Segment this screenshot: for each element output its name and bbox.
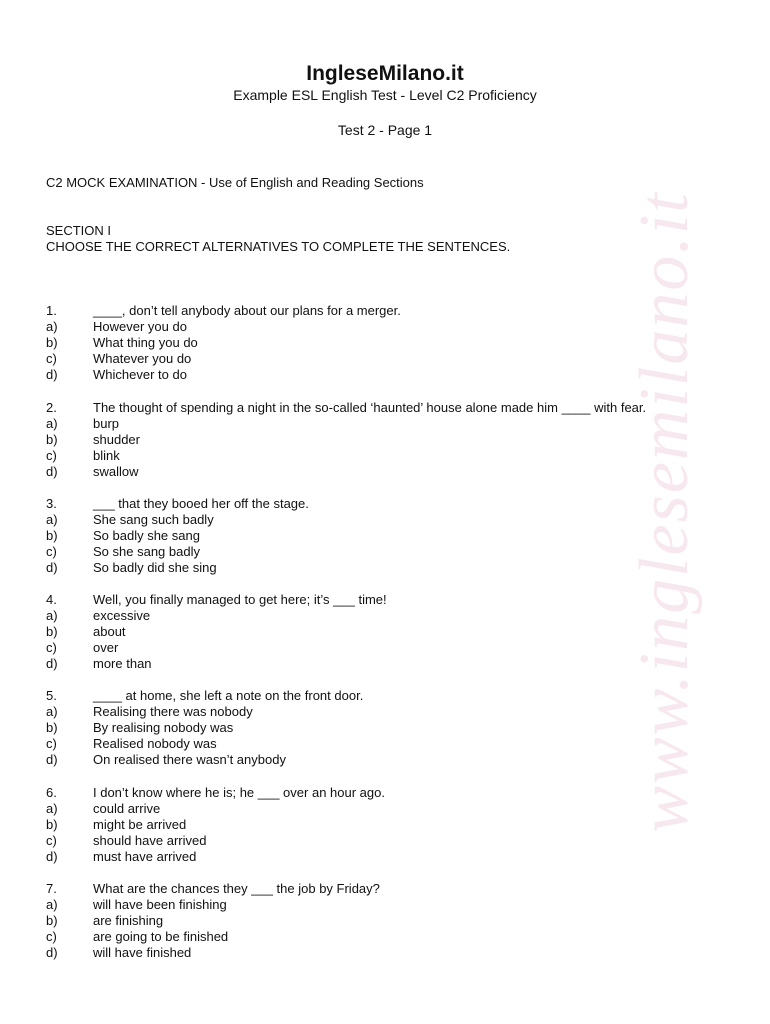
answer-option: [0, 736, 740, 752]
answer-option: [0, 913, 740, 929]
answer-option: [0, 720, 740, 736]
option-letter: d): [46, 656, 58, 671]
answer-option: [0, 351, 740, 367]
option-letter: c): [46, 833, 57, 848]
question-stem: [0, 785, 740, 801]
question-7: [0, 881, 740, 961]
option-text: Whichever to do: [93, 367, 187, 382]
option-text: burp: [93, 416, 120, 431]
option-text: However you do: [93, 319, 187, 334]
answer-option: [0, 335, 740, 351]
option-letter: c): [46, 448, 57, 463]
option-text: excessive: [93, 608, 151, 623]
answer-option: [0, 319, 740, 335]
watermark: www.inglesemilano.it: [626, 191, 703, 833]
option-text: So she sang badly: [93, 544, 200, 559]
option-text: will have finished: [93, 945, 192, 960]
option-letter: a): [46, 319, 58, 334]
question-text: I don’t know where he is; he ___ over an hour ago.: [93, 785, 385, 800]
option-letter: a): [46, 512, 58, 527]
option-letter: b): [46, 335, 58, 350]
section-instruction: CHOOSE THE CORRECT ALTERNATIVES TO COMPLETE THE SENTENCES.: [46, 239, 511, 254]
option-text: Realising there was nobody: [93, 704, 253, 719]
question-number: 7.: [46, 881, 57, 896]
question-number: 1.: [46, 303, 57, 318]
answer-option: [0, 752, 740, 768]
option-text: will have been finishing: [93, 897, 227, 912]
question-1: [0, 303, 740, 383]
question-stem: [0, 881, 740, 897]
question-text: The thought of spending a night in the so-called ‘haunted’ house alone made him ____ with fear.: [93, 400, 647, 415]
test-page-label: Test 2 - Page 1: [337, 122, 433, 138]
answer-option: [0, 544, 740, 560]
option-letter: b): [46, 720, 58, 735]
option-letter: b): [46, 432, 58, 447]
question-2: [0, 400, 740, 480]
answer-option: [0, 464, 740, 480]
question-stem: [0, 496, 740, 512]
option-letter: b): [46, 528, 58, 543]
option-text: blink: [93, 448, 120, 463]
option-letter: d): [46, 367, 58, 382]
answer-option: [0, 704, 740, 720]
question-stem: [0, 400, 740, 416]
answer-option: [0, 528, 740, 544]
answer-option: [0, 432, 740, 448]
option-text: should have arrived: [93, 833, 207, 848]
option-text: Realised nobody was: [93, 736, 217, 751]
question-number: 4.: [46, 592, 57, 607]
option-letter: c): [46, 929, 57, 944]
option-letter: c): [46, 351, 57, 366]
option-text: She sang such badly: [93, 512, 214, 527]
answer-option: [0, 849, 740, 865]
question-text: What are the chances they ___ the job by Friday?: [93, 881, 380, 896]
option-text: So badly she sang: [93, 528, 200, 543]
question-5: [0, 688, 740, 768]
question-number: 2.: [46, 400, 57, 415]
option-letter: a): [46, 897, 58, 912]
option-text: So badly did she sing: [93, 560, 217, 575]
question-text: ___ that they booed her off the stage.: [93, 496, 309, 511]
option-letter: a): [46, 704, 58, 719]
option-text: On realised there wasn’t anybody: [93, 752, 286, 767]
section-name: SECTION I: [46, 223, 112, 238]
answer-option: [0, 608, 740, 624]
question-3: [0, 496, 740, 576]
option-text: might be arrived: [93, 817, 187, 832]
page-title: IngleseMilano.it: [306, 62, 464, 85]
option-letter: b): [46, 913, 58, 928]
option-text: must have arrived: [93, 849, 197, 864]
answer-option: [0, 817, 740, 833]
option-text: are finishing: [93, 913, 164, 928]
answer-option: [0, 929, 740, 945]
page-subtitle: Example ESL English Test - Level C2 Proficiency: [233, 87, 537, 103]
answer-option: [0, 656, 740, 672]
option-letter: b): [46, 624, 58, 639]
option-letter: b): [46, 817, 58, 832]
question-text: ____ at home, she left a note on the front door.: [93, 688, 364, 703]
option-text: are going to be finished: [93, 929, 229, 944]
option-letter: c): [46, 544, 57, 559]
answer-option: [0, 416, 740, 432]
option-text: more than: [93, 656, 152, 671]
option-letter: c): [46, 640, 57, 655]
question-number: 5.: [46, 688, 57, 703]
option-text: What thing you do: [93, 335, 198, 350]
option-letter: a): [46, 801, 58, 816]
answer-option: [0, 897, 740, 913]
question-number: 3.: [46, 496, 57, 511]
exam-heading: C2 MOCK EXAMINATION - Use of English and Reading Sections: [46, 175, 424, 190]
answer-option: [0, 640, 740, 656]
option-text: over: [93, 640, 119, 655]
option-letter: c): [46, 736, 57, 751]
option-letter: d): [46, 849, 58, 864]
option-letter: a): [46, 608, 58, 623]
option-text: could arrive: [93, 801, 161, 816]
question-stem: [0, 592, 740, 608]
answer-option: [0, 512, 740, 528]
option-letter: d): [46, 752, 58, 767]
answer-option: [0, 945, 740, 961]
answer-option: [0, 624, 740, 640]
answer-option: [0, 833, 740, 849]
question-text: ____, don’t tell anybody about our plans for a merger.: [93, 303, 401, 318]
option-text: Whatever you do: [93, 351, 192, 366]
answer-option: [0, 560, 740, 576]
question-6: [0, 785, 740, 865]
question-text: Well, you finally managed to get here; it’s ___ time!: [93, 592, 387, 607]
option-text: By realising nobody was: [93, 720, 234, 735]
answer-option: [0, 448, 740, 464]
answer-option: [0, 801, 740, 817]
question-stem: [0, 303, 740, 319]
option-letter: d): [46, 945, 58, 960]
option-text: swallow: [93, 464, 139, 479]
option-text: shudder: [93, 432, 140, 447]
option-letter: d): [46, 464, 58, 479]
question-number: 6.: [46, 785, 57, 800]
answer-option: [0, 367, 740, 383]
option-letter: a): [46, 416, 58, 431]
option-letter: d): [46, 560, 58, 575]
option-text: about: [93, 624, 126, 639]
question-stem: [0, 688, 740, 704]
question-4: [0, 592, 740, 672]
